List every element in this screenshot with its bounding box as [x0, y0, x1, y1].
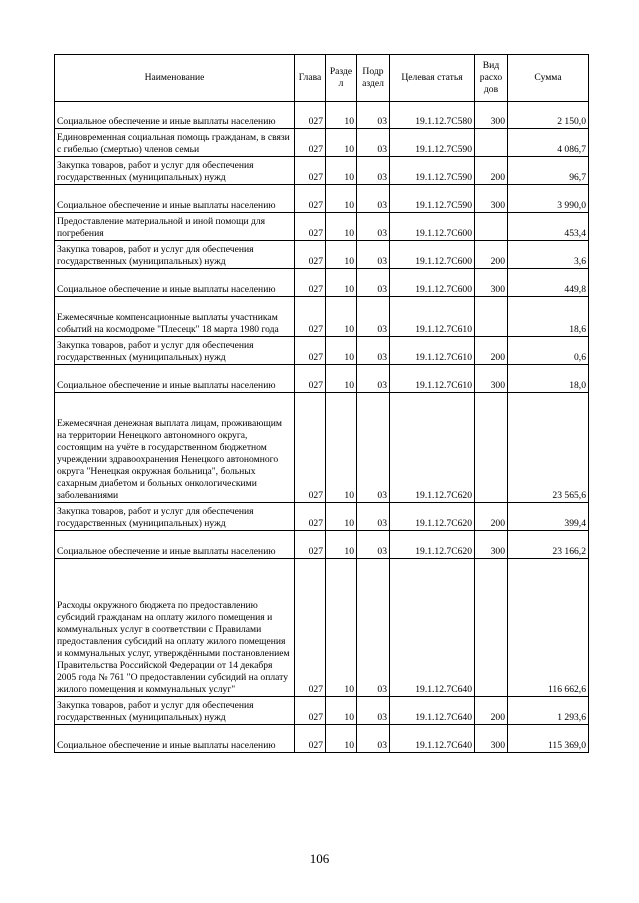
item-name: Закупка товаров, работ и услуг для обеспечения государственных (муниципальных) нужд — [57, 340, 254, 363]
expense-type-cell: 300 — [475, 269, 508, 297]
section-cell: 10 — [326, 365, 357, 393]
expense-type-cell: 200 — [475, 337, 508, 365]
name-cell — [55, 393, 295, 503]
subsection-cell: 03 — [357, 185, 390, 213]
item-name: Закупка товаров, работ и услуг для обеспечения государственных (муниципальных) нужд — [57, 244, 254, 267]
name-cell — [55, 269, 295, 297]
expense-type-cell: 200 — [475, 241, 508, 269]
header-amount: Сумма — [508, 55, 589, 102]
header-subsection: Подр аздел — [357, 55, 390, 102]
chapter-cell: 027 — [295, 531, 326, 559]
amount-cell: 4 086,7 — [508, 129, 589, 157]
amount-cell: 0,6 — [508, 337, 589, 365]
target-cell: 19.1.12.7С620 — [390, 393, 475, 503]
table-row — [55, 102, 589, 129]
amount-cell: 115 369,0 — [508, 725, 589, 753]
name-cell — [55, 157, 295, 185]
subsection-cell: 03 — [357, 129, 390, 157]
item-name: Расходы окружного бюджета по предоставлению субсидий гражданам на оплату жилого помещения и коммунальных услуг в соответствии с Правилами предоставления субсидий на оплату жилого помещения и коммунальных услуг, утверждёнными постановлением Правительства Российской Федерации от 14 декабря 2005 года № 761 "О предоставлении субсидий на оплату жилого помещения и коммунальных услуг" — [57, 600, 290, 695]
amount-cell: 23 166,2 — [508, 531, 589, 559]
amount-cell: 18,6 — [508, 297, 589, 337]
chapter-cell: 027 — [295, 185, 326, 213]
amount-cell: 453,4 — [508, 213, 589, 241]
target-cell: 19.1.12.7С590 — [390, 157, 475, 185]
chapter-cell: 027 — [295, 102, 326, 129]
chapter-cell: 027 — [295, 213, 326, 241]
chapter-cell: 027 — [295, 365, 326, 393]
name-cell — [55, 297, 295, 337]
section-cell: 10 — [326, 503, 357, 531]
name-cell — [55, 129, 295, 157]
table-row — [55, 213, 589, 241]
chapter-cell: 027 — [295, 393, 326, 503]
subsection-cell: 03 — [357, 393, 390, 503]
item-name: Закупка товаров, работ и услуг для обеспечения государственных (муниципальных) нужд — [57, 160, 254, 183]
table-row — [55, 297, 589, 337]
subsection-cell: 03 — [357, 269, 390, 297]
subsection-cell: 03 — [357, 157, 390, 185]
name-cell — [55, 213, 295, 241]
section-cell: 10 — [326, 157, 357, 185]
section-cell: 10 — [326, 185, 357, 213]
subsection-cell: 03 — [357, 241, 390, 269]
section-cell: 10 — [326, 297, 357, 337]
amount-cell: 3 990,0 — [508, 185, 589, 213]
subsection-cell: 03 — [357, 102, 390, 129]
subsection-cell: 03 — [357, 297, 390, 337]
target-cell: 19.1.12.7С640 — [390, 559, 475, 697]
section-cell: 10 — [326, 337, 357, 365]
table-row — [55, 365, 589, 393]
chapter-cell: 027 — [295, 697, 326, 725]
table-row — [55, 157, 589, 185]
amount-cell: 2 150,0 — [508, 102, 589, 129]
section-cell: 10 — [326, 697, 357, 725]
target-cell: 19.1.12.7С590 — [390, 185, 475, 213]
item-name: Социальное обеспечение и иные выплаты населению — [57, 200, 276, 211]
target-cell: 19.1.12.7С610 — [390, 337, 475, 365]
subsection-cell: 03 — [357, 559, 390, 697]
table-row — [55, 185, 589, 213]
name-cell — [55, 102, 295, 129]
subsection-cell: 03 — [357, 697, 390, 725]
expense-type-cell: 300 — [475, 102, 508, 129]
section-cell: 10 — [326, 559, 357, 697]
expense-type-cell: 300 — [475, 365, 508, 393]
target-cell: 19.1.12.7С640 — [390, 697, 475, 725]
name-cell — [55, 337, 295, 365]
section-cell: 10 — [326, 213, 357, 241]
target-cell: 19.1.12.7С640 — [390, 725, 475, 753]
chapter-cell: 027 — [295, 241, 326, 269]
chapter-cell: 027 — [295, 269, 326, 297]
budget-table — [54, 54, 589, 753]
target-cell: 19.1.12.7С580 — [390, 102, 475, 129]
item-name: Закупка товаров, работ и услуг для обеспечения государственных (муниципальных) нужд — [57, 506, 254, 529]
chapter-cell: 027 — [295, 559, 326, 697]
target-cell: 19.1.12.7С600 — [390, 241, 475, 269]
item-name: Социальное обеспечение и иные выплаты населению — [57, 116, 276, 127]
chapter-cell: 027 — [295, 503, 326, 531]
subsection-cell: 03 — [357, 365, 390, 393]
subsection-cell: 03 — [357, 337, 390, 365]
item-name: Социальное обеспечение и иные выплаты населению — [57, 546, 276, 557]
amount-cell: 399,4 — [508, 503, 589, 531]
table-row — [55, 129, 589, 157]
table-row — [55, 241, 589, 269]
name-cell — [55, 725, 295, 753]
table-row — [55, 337, 589, 365]
section-cell: 10 — [326, 269, 357, 297]
expense-type-cell: 200 — [475, 503, 508, 531]
target-cell: 19.1.12.7С590 — [390, 129, 475, 157]
chapter-cell: 027 — [295, 337, 326, 365]
section-cell: 10 — [326, 102, 357, 129]
section-cell: 10 — [326, 241, 357, 269]
amount-cell: 3,6 — [508, 241, 589, 269]
expense-type-cell: 300 — [475, 185, 508, 213]
expense-type-cell — [475, 213, 508, 241]
item-name: Ежемесячная денежная выплата лицам, проживающим на территории Ненецкого автономного округа, состоящим на учёте в государственном бюджетном учреждении здравоохранения Ненецкого автономного округа "Ненецкая окружная больница", больных сахарным диабетом и больных онкологическими заболеваниями — [57, 418, 282, 501]
header-chapter: Глава — [295, 55, 326, 102]
target-cell: 19.1.12.7С610 — [390, 365, 475, 393]
name-cell — [55, 241, 295, 269]
expense-type-cell — [475, 297, 508, 337]
target-cell: 19.1.12.7С610 — [390, 297, 475, 337]
section-cell: 10 — [326, 531, 357, 559]
name-cell — [55, 531, 295, 559]
amount-cell: 18,0 — [508, 365, 589, 393]
expense-type-cell — [475, 129, 508, 157]
header-target: Целевая статья — [390, 55, 475, 102]
subsection-cell: 03 — [357, 531, 390, 559]
subsection-cell: 03 — [357, 503, 390, 531]
item-name: Ежемесячные компенсационные выплаты участникам событий на космодроме "Плесецк" 18 марта 1980 года — [57, 312, 279, 335]
name-cell — [55, 365, 295, 393]
subsection-cell: 03 — [357, 213, 390, 241]
expense-type-cell: 200 — [475, 697, 508, 725]
target-cell: 19.1.12.7С620 — [390, 531, 475, 559]
amount-cell: 23 565,6 — [508, 393, 589, 503]
target-cell: 19.1.12.7С600 — [390, 213, 475, 241]
item-name: Социальное обеспечение и иные выплаты населению — [57, 284, 276, 295]
chapter-cell: 027 — [295, 725, 326, 753]
header-expense-type: Вид расхо дов — [475, 55, 508, 102]
chapter-cell: 027 — [295, 129, 326, 157]
table-row — [55, 559, 589, 697]
item-name: Социальное обеспечение и иные выплаты населению — [57, 740, 276, 751]
header-section: Разде л — [326, 55, 357, 102]
name-cell — [55, 503, 295, 531]
amount-cell: 116 662,6 — [508, 559, 589, 697]
table-row — [55, 725, 589, 753]
table-row — [55, 503, 589, 531]
subsection-cell: 03 — [357, 725, 390, 753]
section-cell: 10 — [326, 725, 357, 753]
expense-type-cell: 200 — [475, 157, 508, 185]
table-row — [55, 697, 589, 725]
table-row — [55, 393, 589, 503]
header-row — [55, 55, 589, 102]
amount-cell: 1 293,6 — [508, 697, 589, 725]
name-cell — [55, 185, 295, 213]
section-cell: 10 — [326, 129, 357, 157]
item-name: Предоставление материальной и иной помощи для погребения — [57, 216, 266, 239]
header-name: Наименование — [55, 55, 295, 102]
expense-type-cell — [475, 393, 508, 503]
section-cell: 10 — [326, 393, 357, 503]
page-number: 106 — [309, 851, 330, 866]
table-row — [55, 269, 589, 297]
expense-type-cell — [475, 559, 508, 697]
item-name: Закупка товаров, работ и услуг для обеспечения государственных (муниципальных) нужд — [57, 700, 254, 723]
expense-type-cell: 300 — [475, 531, 508, 559]
item-name: Социальное обеспечение и иные выплаты населению — [57, 380, 276, 391]
chapter-cell: 027 — [295, 157, 326, 185]
amount-cell: 96,7 — [508, 157, 589, 185]
chapter-cell: 027 — [295, 297, 326, 337]
target-cell: 19.1.12.7С600 — [390, 269, 475, 297]
amount-cell: 449,8 — [508, 269, 589, 297]
name-cell — [55, 697, 295, 725]
target-cell: 19.1.12.7С620 — [390, 503, 475, 531]
item-name: Единовременная социальная помощь гражданам, в связи с гибелью (смертью) членов семьи — [57, 132, 290, 155]
table-row — [55, 531, 589, 559]
name-cell — [55, 559, 295, 697]
expense-type-cell: 300 — [475, 725, 508, 753]
